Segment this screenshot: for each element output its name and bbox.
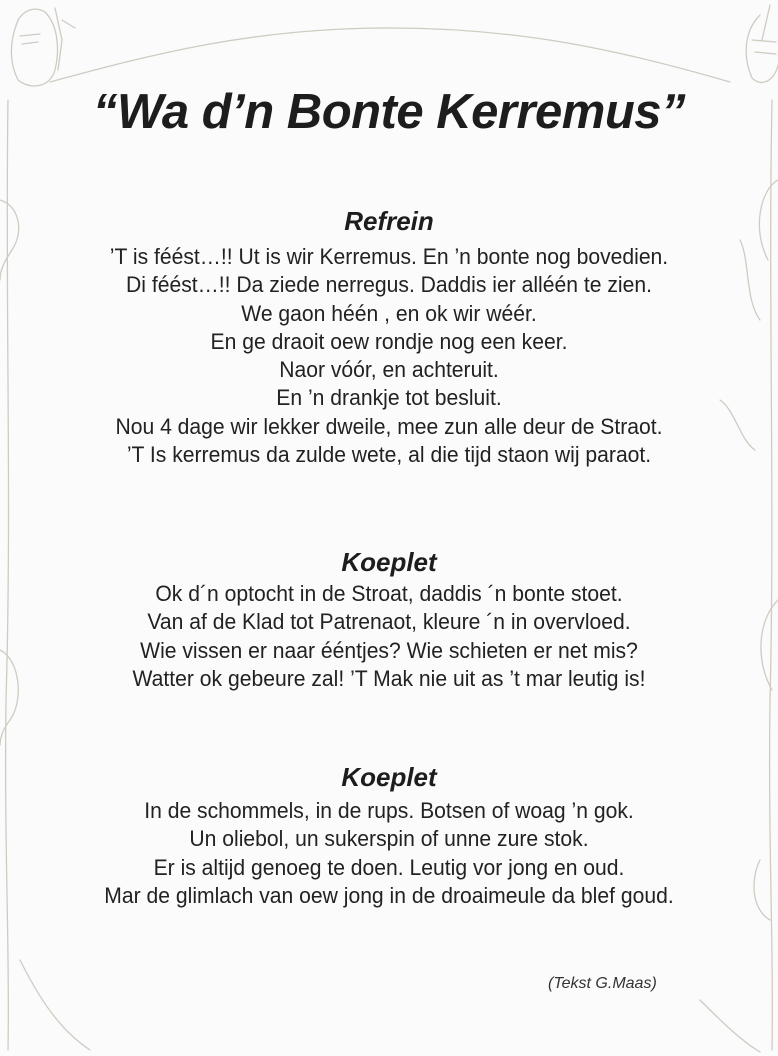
author-credit: (Tekst G.Maas) <box>548 975 657 992</box>
section-heading-koeplet-2: Koeplet <box>341 762 437 792</box>
verse-line: Watter ok gebeure zal! ’T Mak nie uit as ’t mar leutig is! <box>132 665 646 691</box>
verse-refrein <box>16 243 763 469</box>
verse-line: ’T Is kerremus da zulde wete, al die tijd staon wij paraot. <box>126 442 652 468</box>
verse-line: En ’n drankje tot besluit. <box>276 385 502 411</box>
section-heading-koeplet-1: Koeplet <box>341 547 437 577</box>
verse-line: ’T is féést…!! Ut is wir Kerremus. En ’n bonte nog bovedien. <box>109 244 669 269</box>
verse-line: Naor vóór, en achteruit. <box>279 357 499 383</box>
verse-line: We gaon héén , en ok wir wéér. <box>241 300 537 326</box>
verse-line: In de schommels, in de rups. Botsen of woag ’n gok. <box>144 798 634 823</box>
verse-line: Mar de glimlach van oew jong in de droaimeule da blef goud. <box>104 882 674 908</box>
verse-line: Er is altijd genoeg te doen. Leutig vor jong en oud. <box>153 854 625 880</box>
verse-line: Di féést…!! Da ziede nerregus. Daddis ier alléén te zien. <box>126 272 652 298</box>
verse-line: Un oliebol, un sukerspin of unne zure stok. <box>189 826 589 852</box>
verse-line: Wie vissen er naar ééntjes? Wie schieten er net mis? <box>140 637 638 663</box>
verse-line: En ge draoit oew rondje nog een keer. <box>210 328 568 354</box>
page-title: “Wa d’n Bonte Kerremus” <box>92 85 686 139</box>
section-heading-refrein: Refrein <box>344 206 434 236</box>
verse-koeplet-1 <box>16 580 763 693</box>
verse-koeplet-2 <box>16 797 763 910</box>
verse-line: Nou 4 dage wir lekker dweile, mee zun alle deur de Straot. <box>115 413 663 439</box>
verse-line: Van af de Klad tot Patrenaot, kleure ´n in overvloed. <box>147 609 631 635</box>
verse-line: Ok d´n optocht in de Stroat, daddis ´n bonte stoet. <box>155 581 623 606</box>
